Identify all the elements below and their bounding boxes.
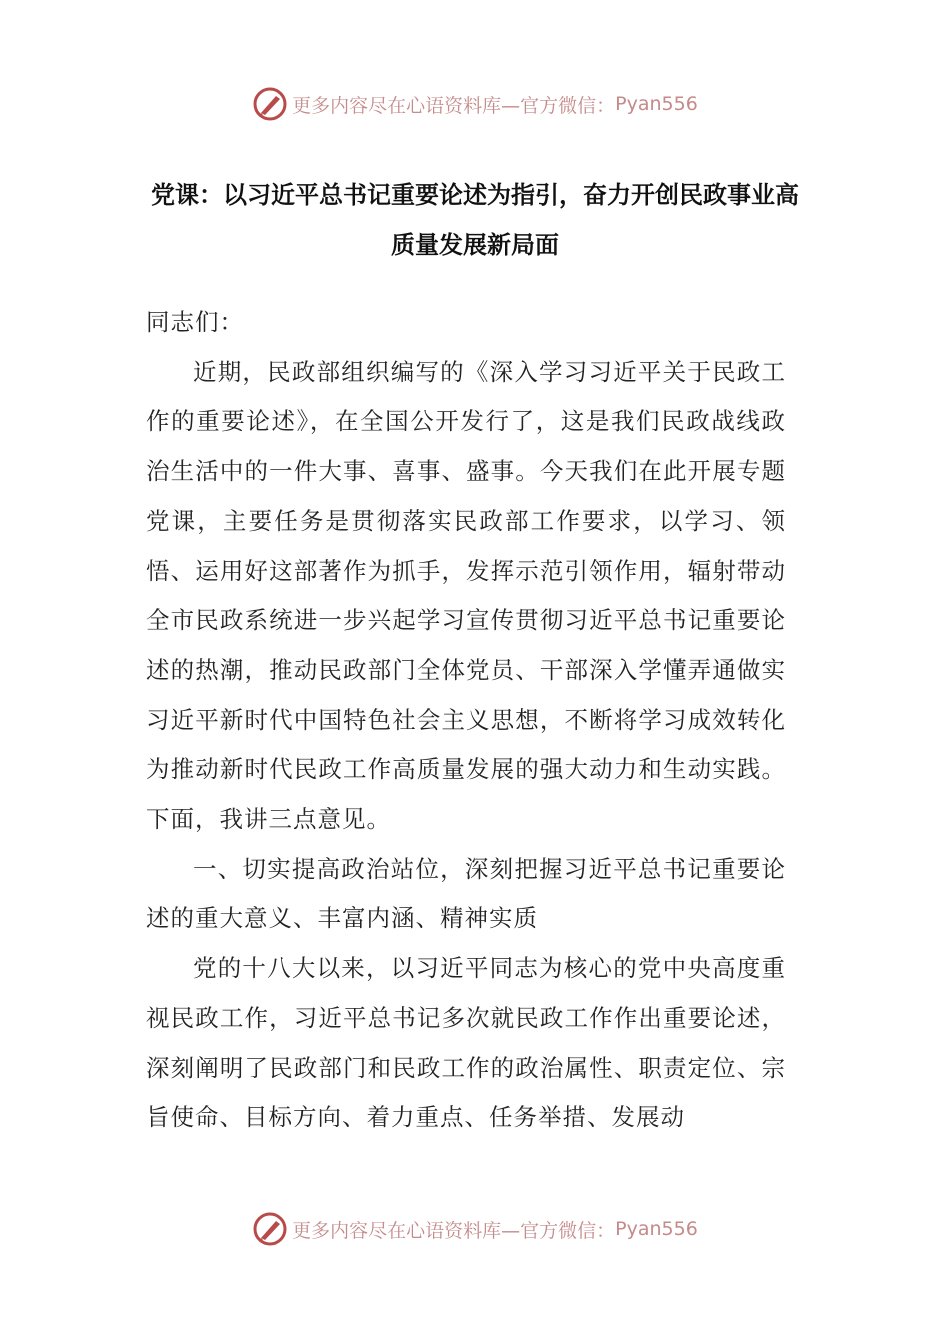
header-wechat-id: Pyan556: [615, 93, 698, 115]
footer-watermark: [0, 1207, 950, 1251]
salutation: 同志们：: [146, 308, 244, 336]
pen-logo-icon: [252, 1211, 288, 1247]
section-heading: 一、切实提高政治站位，深刻把握习近平总书记重要论述的重大意义、丰富内涵、精神实质: [146, 854, 786, 933]
pen-logo-icon: [252, 86, 288, 122]
header-watermark: [0, 82, 950, 126]
footer-wechat-id: Pyan556: [615, 1218, 698, 1240]
body-paragraph: 近期，民政部组织编写的《深入学习习近平关于民政工作的重要论述》，在全国公开发行了，这是我们民政战线政治生活中的一件大事、喜事、盛事。今天我们在此开展专题党课，主要任务是贯彻落实民政部工作要求，以学习、领悟、运用好这部著作为抓手，发挥示范引领作用，辐射带动全市民政系统进一步兴起学习宣传贯彻习近平总书记重要论述的热潮，推动民政部门全体党员、干部深入学懂弄通做实习近平新时代中国特色社会主义思想，不断将学习成效转化为推动新时代民政工作高质量发展的强大动力和生动实践。下面，我讲三点意见。: [146, 357, 786, 834]
body-paragraph: 党的十八大以来，以习近平同志为核心的党中央高度重视民政工作，习近平总书记多次就民政工作作出重要论述，深刻阐明了民政部门和民政工作的政治属性、职责定位、宗旨使命、目标方向、着力重点、任务举措、发展动: [146, 954, 786, 1132]
document-body: [146, 298, 786, 1143]
header-watermark-text: 更多内容尽在心语资料库—官方微信：: [292, 94, 616, 117]
footer-watermark-text: 更多内容尽在心语资料库—官方微信：: [292, 1219, 616, 1242]
document-title: 党课：以习近平总书记重要论述为指引，奋力开创民政事业高质量发展新局面: [151, 181, 799, 259]
